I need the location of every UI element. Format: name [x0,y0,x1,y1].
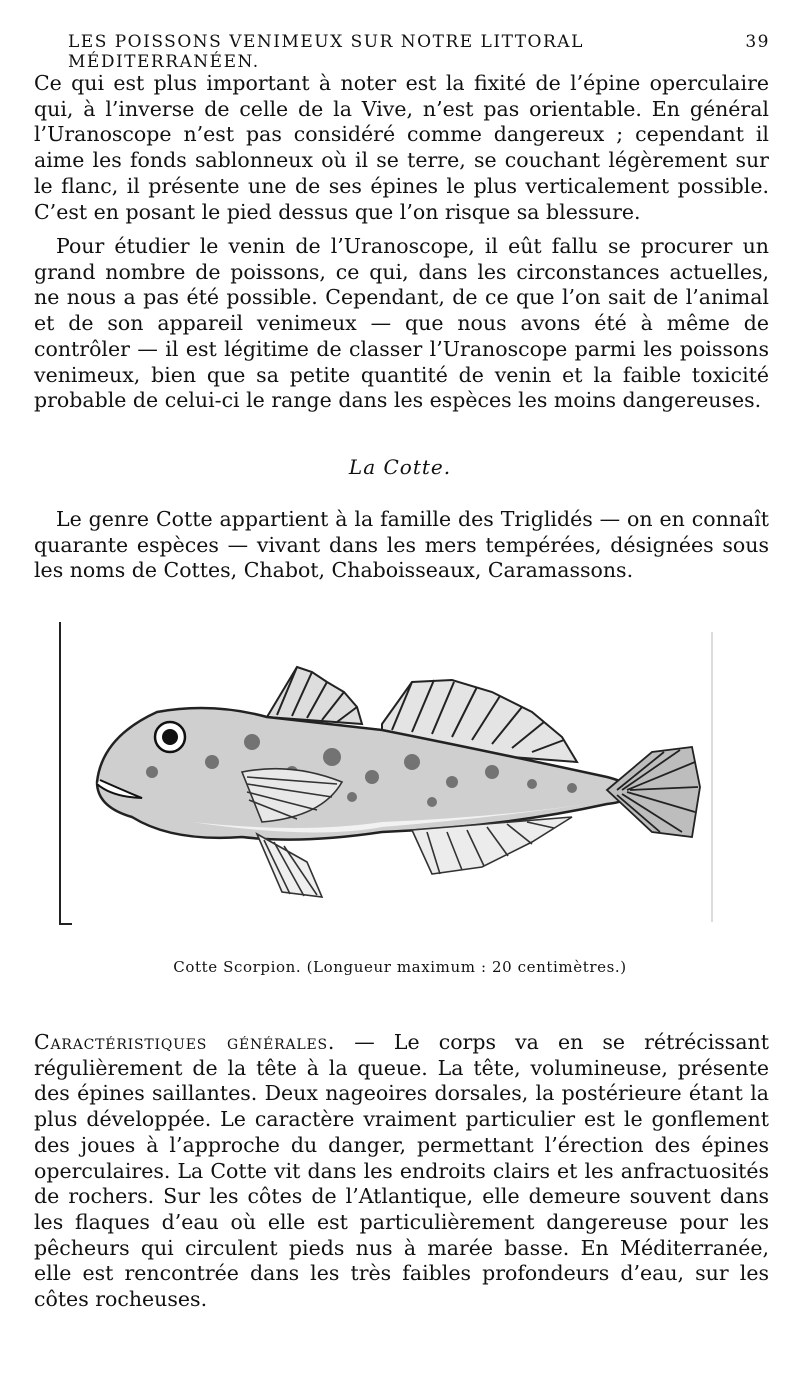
running-title: LES POISSONS VENIMEUX SUR NOTRE LITTORAL MÉDITERRANÉEN. [68,32,584,72]
caudal-fin [607,747,700,837]
sea-scorpion-drawing [52,612,728,930]
section-title: La Cotte. [348,455,452,479]
page-number: 39 [745,32,770,52]
paragraph-uranoscope-venom: Pour étudier le venin de l’Uranoscope, il eût fallu se procurer un grand nombre de poissons, ce qui, dans les circonstances actuelles, ne nous a pas été possible. Cependant, de ce que l’on sait de l’animal et de son appareil venimeux — que nous avons été à même de contrôler — il est légitime de classer l’Uranoscope parmi les poissons venimeux, bien que sa petite quantité de venin et la faible toxicité probable de celui-ci le range dans les espèces les moins dangereuses. [34,234,769,413]
first-dorsal-fin [267,667,362,724]
paragraph-body-text: — Le corps va en se rétrécissant régulièrement de la tête à la queue. La tête, volumineuse, présente des épines saillantes. Deux nageoires dorsales, la postérieure étant la plus développée. Le caractère vraiment particulier est le gonflement des joues à l’approche du danger, permettant l’érection des épines operculaires. La Cotte vit dans les endroits clairs et les anfractuosités de rochers. Sur les côtes de l’Atlantique, elle demeure souvent dans les flaques d’eau où elle est particulièrement dangereuse pour les pêcheurs qui circulent pieds nus à marée basse. En Méditerranée, elle est rencontrée dans les très faibles profondeurs d’eau, sur les côtes rocheuses. [34,1030,769,1312]
paragraph-uranoscope-spine: Ce qui est plus important à noter est la fixité de l’épine operculaire qui, à l’inverse de celle de la Vive, n’est pas orientable. En général l’Uranoscope n’est pas considéré comme dangereux ; cependant il aime les fonds sablonneux où il se terre, se couchant légèrement sur le flanc, il présente une de ses épines le plus verticalement possible. C’est en posant le pied dessus que l’on risque sa blessure. [34,71,769,224]
frame-mark-left [60,622,72,924]
paragraph-lead-heading: Caractéristiques générales. [34,1030,336,1054]
figure-caption: Cotte Scorpion. (Longueur maximum : 20 centimètres.) [173,958,627,976]
paragraph-general-characteristics [34,1030,769,1313]
fish-eye [155,722,185,752]
paragraph-cotte-genus: Le genre Cotte appartient à la famille des Triglidés — on en connaît quarante espèces — vivant dans les mers tempérées, désignées sous les noms de Cottes, Chabot, Chaboisseaux, Caramassons. [34,507,769,583]
running-header [60,32,770,72]
pelvic-fin [257,834,322,897]
fish-illustration [52,612,728,930]
